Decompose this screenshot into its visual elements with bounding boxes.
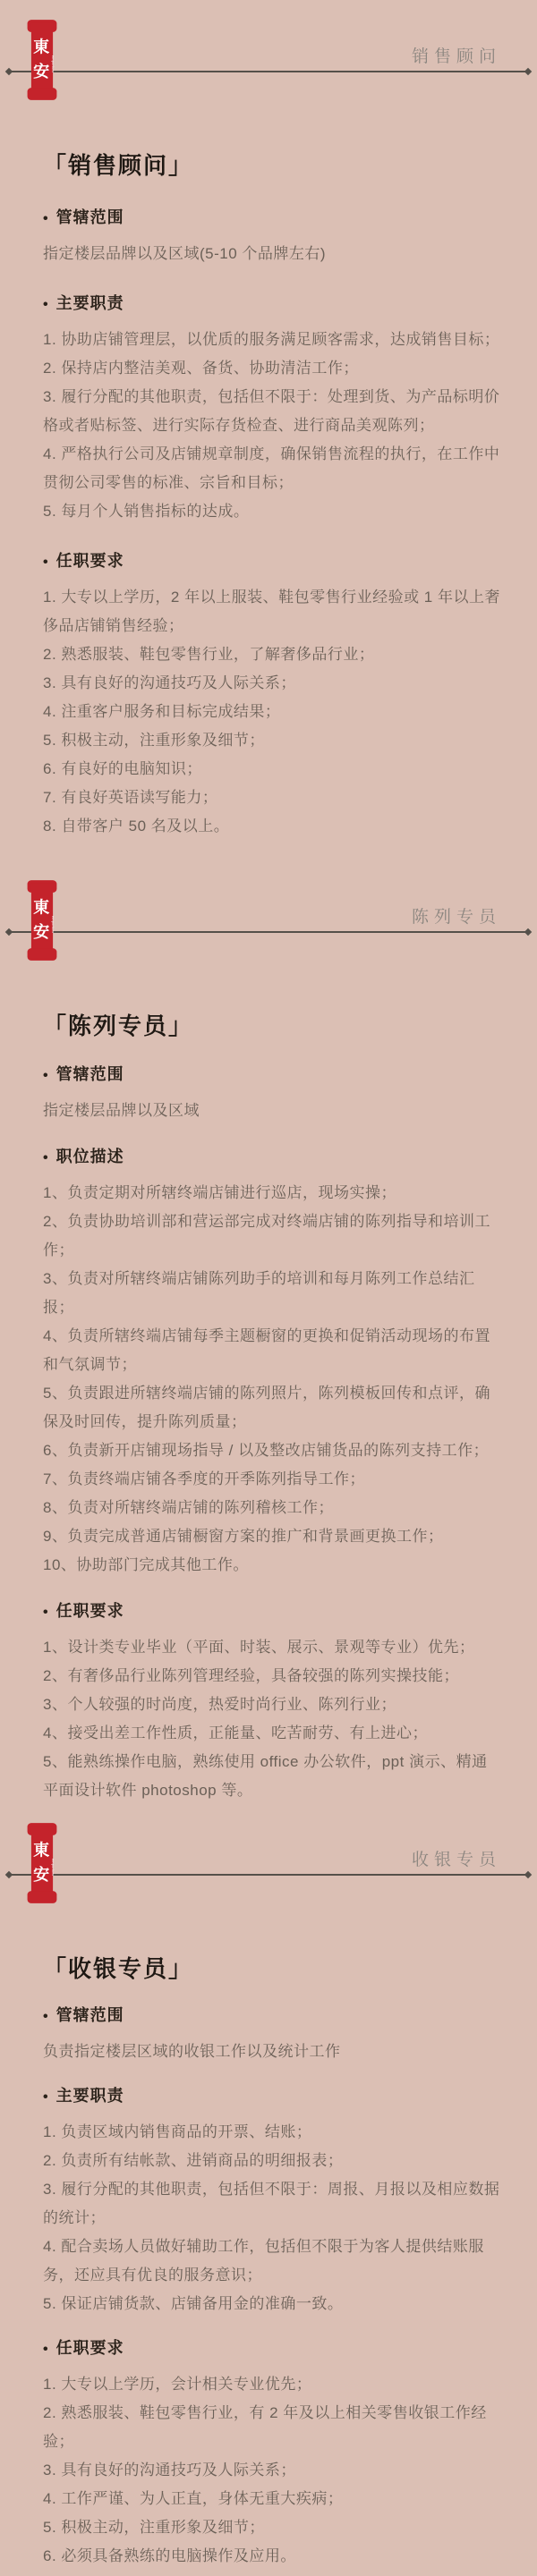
section-header [33,1823,501,1903]
list-item: 5、负责跟进所辖终端店铺的陈列照片，陈列模板回传和点评，确保及时回传，提升陈列质量； [43,1385,490,1430]
bullet-icon: • [43,211,49,226]
group-heading-label: 任职要求 [55,552,124,570]
group-heading-label: 任职要求 [55,1602,124,1620]
group-items [43,2370,501,2571]
group-items [43,1179,501,1580]
group-heading [43,206,501,231]
header-rule [9,931,528,933]
list-item: 2. 负责所有结帐款、进销商品的明细报表； [43,2152,344,2169]
list-item: 5、能熟练操作电脑，熟练使用 office 办公软件，ppt 演示、精通平面设计软件 photoshop 等。 [43,1753,488,1799]
logo-char-top: 東 [33,898,50,917]
list-item: 7、负责终端店铺各季度的开季陈列指导工作； [43,1470,365,1487]
logo-subtext: emporium [51,1858,56,1877]
list-item: 8. 自带客户 50 名及以上。 [43,818,230,835]
list-item: 6、负责新开店铺现场指导 / 以及整改店铺货品的陈列支持工作； [43,1442,490,1459]
list-item: 2. 熟悉服装、鞋包零售行业，有 2 年及以上相关零售收银工作经验； [43,2404,487,2450]
list-item: 3、负责对所辖终端店铺陈列助手的培训和每月陈列工作总结汇报； [43,1270,475,1316]
list-item: 3. 履行分配的其他职责，包括但不限于：周报、月报以及相应数据的统计； [43,2181,500,2226]
group-heading [43,1063,501,1088]
list-item: 1. 大专以上学历，2 年以上服装、鞋包零售行业经验或 1 年以上奢侈品店铺销售经验； [43,589,500,634]
logo-char-top: 東 [33,1841,50,1860]
group-heading-label: 主要职责 [55,294,124,312]
job-label: 销售顾问 [411,47,501,66]
group-heading [43,2004,501,2029]
section-title: 「销售顾问」 [43,152,194,179]
list-item: 2. 保持店内整洁美观、备货、协助清洁工作； [43,360,359,377]
logo-char-bottom: 安 [33,923,50,941]
list-item: 4. 注重客户服务和目标完成结果； [43,703,281,720]
group-heading [43,1145,501,1170]
header-rule [9,71,528,72]
group-heading-label: 主要职责 [55,2087,124,2105]
list-item: 7. 有良好英语读写能力； [43,789,218,806]
section-sales-consultant [0,0,537,860]
list-item: 3. 具有良好的沟通技巧及人际关系； [43,674,296,691]
group-heading-label: 管辖范围 [55,208,124,226]
header-rule [9,1874,528,1876]
brand-logo [25,20,59,100]
list-item: 9、负责完成普通店铺橱窗方案的推广和背景画更换工作； [43,1528,444,1545]
list-item: 1. 负责区域内销售商品的开票、结账； [43,2123,312,2140]
group-items [43,2118,501,2318]
list-item: 5. 每月个人销售指标的达成。 [43,503,250,520]
brand-logo [25,880,59,961]
list-item: 4、负责所辖终端店铺每季主题橱窗的更换和促销活动现场的布置和气氛调节； [43,1327,490,1373]
group-items [43,1097,501,1125]
list-item: 负责指定楼层区域的收银工作以及统计工作 [43,2043,341,2060]
list-item: 1、负责定期对所辖终端店铺进行巡店，现场实操； [43,1184,396,1201]
list-item: 10、协助部门完成其他工作。 [43,1556,249,1573]
list-item: 3、个人较强的时尚度，热爱时尚行业、陈列行业； [43,1696,396,1713]
section-display-specialist [0,860,537,1809]
group-heading-label: 管辖范围 [55,2006,124,2024]
bullet-icon: • [43,2009,49,2024]
group-heading-label: 管辖范围 [55,1065,124,1083]
group-items [43,583,501,841]
logo-char-top: 東 [33,38,50,56]
list-item: 4. 配合卖场人员做好辅助工作，包括但不限于为客人提供结账服务，还应具有优良的服务意识； [43,2238,484,2284]
logo-char-bottom: 安 [33,1866,50,1884]
logo-char-bottom: 安 [33,63,50,80]
seal-icon [25,20,59,100]
bullet-icon: • [43,1150,49,1165]
section-title: 「陈列专员」 [43,1013,194,1039]
section-cashier-specialist [0,1809,537,2576]
list-item: 1. 大专以上学历，会计相关专业优先； [43,2376,312,2393]
section-title: 「收银专员」 [43,1955,194,1982]
group-items [43,240,501,268]
job-label: 收银专员 [411,1851,501,1869]
group-scope [43,2004,501,2066]
group-heading-label: 职位描述 [55,1148,124,1165]
group-requirements [43,1599,501,1805]
list-item: 1. 协助店铺管理层，以优质的服务满足顾客需求，达成销售目标； [43,331,500,348]
list-item: 6. 必须具备熟练的电脑操作及应用。 [43,2547,296,2564]
job-label: 陈列专员 [411,908,501,927]
group-requirements [43,549,501,841]
list-item: 2、有奢侈品行业陈列管理经验，具备较强的陈列实操技能； [43,1667,459,1684]
bullet-icon: • [43,2342,49,2357]
logo-subtext: emporium [51,55,56,73]
bullet-icon: • [43,297,49,312]
group-items [43,326,501,526]
group-requirements [43,2336,501,2571]
group-description [43,1145,501,1580]
list-item: 6. 有良好的电脑知识； [43,760,202,777]
seal-icon [25,1823,59,1903]
section-header [33,20,501,100]
list-item: 2、负责协助培训部和营运部完成对终端店铺的陈列指导和培训工作； [43,1213,490,1258]
list-item: 5. 积极主动，注重形象及细节； [43,732,265,749]
list-item: 5. 积极主动，注重形象及细节； [43,2519,265,2536]
group-duties [43,2084,501,2318]
bullet-icon: • [43,1068,49,1083]
list-item: 指定楼层品牌以及区域 [43,1102,200,1119]
seal-icon [25,880,59,961]
group-heading [43,1599,501,1624]
group-items [43,1633,501,1805]
group-heading-label: 任职要求 [55,2339,124,2357]
list-item: 5. 保证店铺货款、店铺备用金的准确一致。 [43,2295,344,2312]
list-item: 4、接受出差工作性质，正能量、吃苦耐劳、有上进心； [43,1724,428,1741]
bullet-icon: • [43,555,49,570]
group-items [43,2038,501,2066]
list-item: 3. 履行分配的其他职责，包括但不限于：处理到货、为产品标明价格或者贴标签、进行实际存货检查、进行商品美观陈列； [43,388,500,434]
list-item: 4. 工作严谨、为人正直，身体无重大疾病； [43,2490,344,2507]
list-item: 指定楼层品牌以及区域(5-10 个品牌左右) [43,245,327,262]
list-item: 8、负责对所辖终端店铺的陈列稽核工作； [43,1499,334,1516]
list-item: 1、设计类专业毕业（平面、时装、展示、景观等专业）优先； [43,1639,475,1656]
bullet-icon: • [43,2089,49,2105]
group-heading [43,2084,501,2109]
section-header [33,880,501,961]
list-item: 2. 熟悉服装、鞋包零售行业，了解奢侈品行业； [43,646,375,663]
group-scope [43,1063,501,1125]
list-item: 4. 严格执行公司及店铺规章制度，确保销售流程的执行，在工作中贯彻公司零售的标准、宗旨和目标； [43,445,500,491]
group-scope [43,206,501,268]
group-heading [43,292,501,317]
group-heading [43,2336,501,2361]
group-heading [43,549,501,574]
list-item: 3. 具有良好的沟通技巧及人际关系； [43,2462,296,2479]
bullet-icon: • [43,1605,49,1620]
logo-subtext: emporium [51,915,56,934]
group-duties [43,292,501,526]
brand-logo [25,1823,59,1903]
